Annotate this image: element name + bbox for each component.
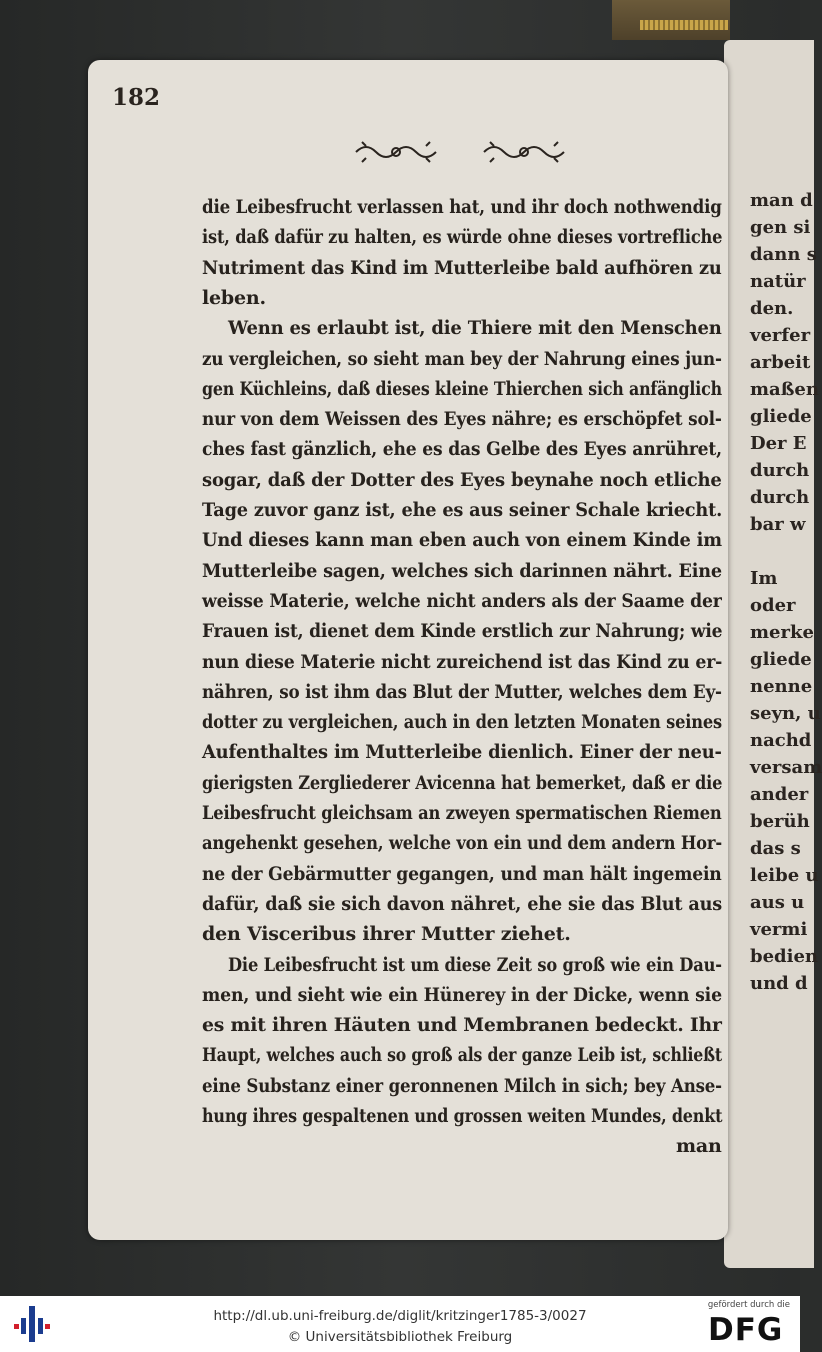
facing-page-line: bar w [750,514,806,535]
text-line: weisse Materie, welche nicht anders als der Saame der [202,589,722,612]
facing-page-line: Im [750,568,778,589]
facing-page-line: durch [750,487,810,508]
facing-page [724,40,822,1268]
text-line: Tage zuvor ganz ist, ehe es aus seiner Schale kriecht. [202,499,723,521]
text-line: angehenkt gesehen, welche von ein und dem andern Hor- [202,832,722,855]
funded-by-label: gefördert durch die [707,1300,790,1310]
floral-ornament-left-icon [352,140,440,164]
text-line: ne der Gebärmutter gegangen, und man hält ingemein [202,862,722,885]
text-line: Wenn es erlaubt ist, die Thiere mit den Menschen [228,317,722,340]
text-line: dotter zu vergleichen, auch in den letzten Monaten seines [202,711,722,734]
text-line: Mutterleibe sagen, welches sich darinnen nährt. Eine [202,559,722,582]
text-line: es mit ihren Häuten und Membranen bedeckt. Ihr [202,1014,722,1037]
facing-page-line: Der E [750,433,807,454]
text-line: eine Substanz einer geronnenen Milch in sich; bey Anse- [202,1074,722,1097]
text-line: nähren, so ist ihm das Blut der Mutter, welches dem Ey- [202,680,722,703]
facing-page-line: leibe u [750,865,819,886]
facing-page-line: man d [750,190,813,211]
text-line: Frauen ist, dienet dem Kinde erstlich zur Nahrung; wie [202,620,723,643]
floral-ornament-right-icon [480,140,568,164]
footer-url-link[interactable]: http://dl.ub.uni-freiburg.de/diglit/kritzinger1785-3/0027 [213,1308,587,1324]
text-line: ist, daß dafür zu halten, es würde ohne dieses vortrefliche [202,226,723,249]
facing-page-line: merke [750,622,814,643]
text-line: dafür, daß sie sich davon nähret, ehe sie das Blut aus [202,892,723,915]
text-line: Aufenthaltes im Mutterleibe dienlich. Einer der neu- [202,741,722,764]
facing-page-line: gliede [750,406,812,427]
text-line: hung ihres gespaltenen und grossen weiten Mundes, denkt [202,1105,723,1127]
facing-page-line: vermi [750,919,808,940]
facing-page-line: ander [750,784,809,805]
facing-page-line: oder [750,595,796,616]
facing-page-line: nachd [750,730,812,751]
facing-page-line: natür [750,271,806,292]
facing-page-line: arbeit [750,352,811,373]
facing-page-line: versam [750,757,822,778]
text-line: men, und sieht wie ein Hünerey in der Dicke, wenn sie [202,983,722,1006]
facing-page-line: bedien [750,946,819,967]
footer-bar [0,1296,800,1352]
text-line: gierigsten Zergliederer Avicenna hat bemerket, daß er die [202,771,723,794]
text-line: gen Küchleins, daß dieses kleine Thierchen sich anfänglich [202,377,722,400]
text-line: die Leibesfrucht verlassen hat, und ihr doch nothwendig [202,196,722,218]
facing-page-line: nenne [750,676,813,697]
facing-page-line: das s [750,838,801,859]
text-line: nur von dem Weissen des Eyes nähre; es erschöpfet sol- [202,408,722,431]
facing-page-line: durch [750,460,810,481]
facing-page-line: dann s [750,244,817,265]
facing-page-line: aus u [750,892,805,913]
text-line: Leibesfrucht gleichsam an zweyen spermatischen Riemen [202,802,722,824]
text-line: sogar, daß der Dotter des Eyes beynahe noch etliche [202,468,722,491]
facing-page-line: und d [750,973,808,994]
facing-page-line: maßen [750,379,819,400]
text-line: zu vergleichen, so sieht man bey der Nahrung eines jun- [202,347,722,370]
facing-page-line: gen si [750,217,811,238]
footer-copyright: © Universitätsbibliothek Freiburg [287,1329,513,1345]
facing-page-line: berüh [750,811,810,832]
page-number: 182 [112,84,161,111]
text-line: man [676,1135,722,1158]
facing-page-line: seyn, u [750,703,821,724]
text-line: Und dieses kann man eben auch von einem Kinde im [202,529,722,552]
text-line: nun diese Materie nicht zureichend ist das Kind zu er- [202,650,723,673]
text-line: Haupt, welches auch so groß als der ganze Leib ist, schließt [202,1044,722,1067]
text-line: Nutriment das Kind im Mutterleibe bald aufhören zu [202,256,722,279]
dfg-logo: DFG [708,1312,784,1348]
bookmark-ribbon-stitch [640,20,728,30]
text-line: ches fast gänzlich, ehe es das Gelbe des Eyes anrühret, [202,438,722,461]
text-line: leben. [202,286,266,309]
text-line: den Visceribus ihrer Mutter ziehet. [202,923,571,946]
facing-page-line: verfer [750,325,811,346]
facing-page-line: den. [750,298,794,319]
facing-page-line: gliede [750,649,812,670]
text-line: Die Leibesfrucht ist um diese Zeit so groß wie ein Dau- [228,953,722,976]
